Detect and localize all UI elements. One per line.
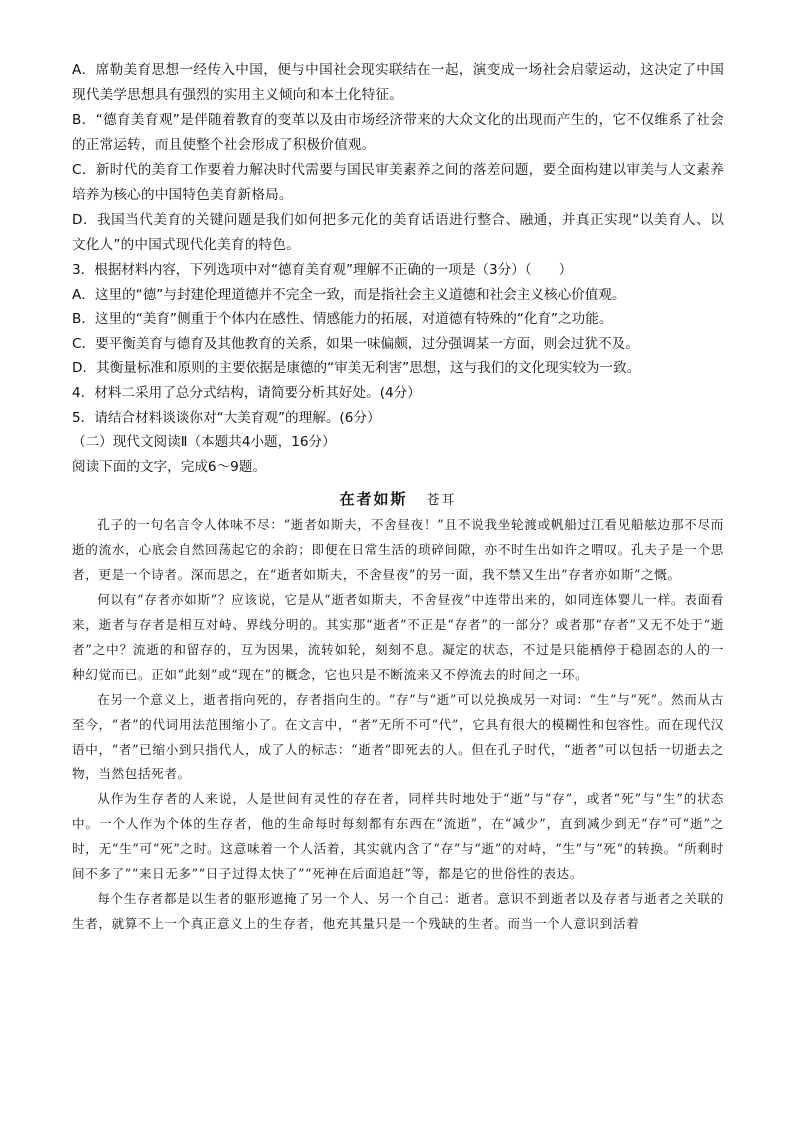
option-d: D．我国当代美育的关键问题是我们如何把多元化的美育话语进行整合、融通，并真正实现“以美育人、以文化人”的中国式现代化美育的特色。 <box>72 212 724 253</box>
article-body <box>72 513 724 936</box>
question-4: 4．材料二采用了总分式结构，请简要分析其好处。(4分） <box>72 384 421 401</box>
article-paragraph: 从作为生存者的人来说，人是世间有灵性的存在者，同样共时地处于“逝”与“存”，或者“死”与“生”的状态中。一个人作为个体的生存者，他的生命每时每刻都有东西在“流逝”，在“减少”，直到减少到无“存”可“逝”之时，无“生”可“死”之时。这意味着一个人活着，其实就内含了“存”与“逝”的对峙，“生”与“死”的转换。“所剩时间不多了”“来日无多”“日子过得太快了”“死神在后面追赶”等，都是它的世俗性的表达。 <box>72 791 724 882</box>
question-3-option-d: D．其衡量标准和原则的主要依据是康德的“审美无利害”思想，这与我们的文化现实较为一致。 <box>72 360 641 377</box>
article-paragraph: 孔子的一句名言令人体味不尽：“逝者如斯夫，不舍昼夜！”且不说我坐轮渡或帆船过江看见船舷边那不尽而逝的流水，心底会自然回荡起它的余韵；即便在日常生活的琐碎间隙，亦不时生出如许之喟叹。孔夫子是一个思者，更是一个诗者。深而思之，在“逝者如斯夫，不舍昼夜”的另一面，我不禁又生出“存者亦如斯”之慨。 <box>72 517 724 583</box>
article-paragraph: 何以有“存者亦如斯”？应该说，它是从“逝者如斯夫，不舍昼夜”中连带出来的，如同连体婴儿一样。表面看来，逝者与存者是相互对峙、界线分明的。其实那“逝者”不正是“存者”的一部分？或者那“存者”又无不处于“逝者”之中？流逝的和留存的，互为因果，流转如轮，刻刻不息。凝定的状态，不过是只能栖停于稳固态的人的一种幻觉而已。正如“此刻”或“现在”的概念，它也只是不断流来又不停流去的时间之一环。 <box>72 592 724 682</box>
article-paragraph: 在另一个意义上，逝者指向死的，存者指向生的。“存”与“逝”可以兑换成另一对词：“生”与“死”。然而从古至今，“者”的代词用法范围缩小了。在文言中，“者”无所不可“代”，它具有很大的模糊性和包容性。而在现代汉语中，“者”已缩小到只指代人，成了人的标志：“逝者”即死去的人。但在孔子时代，“逝者”可以包括一切逝去之物，当然包括死者。 <box>72 691 724 782</box>
question-3 <box>72 258 724 381</box>
article-header <box>72 485 724 513</box>
reading-instruction: 阅读下面的文字，完成6～9题。 <box>72 458 267 475</box>
question-5: 5．请结合材料谈谈你对“大美育观”的理解。(6分） <box>72 409 381 426</box>
section-heading: （二）现代文阅读Ⅱ（本题共4小题，16分） <box>72 434 336 451</box>
question-3-option-b: B．这里的“美育”侧重于个体内在感性、情感能力的拓展，对道德有特殊的“化育”之功能。 <box>72 311 613 328</box>
question-3-option-c: C．要平衡美育与德育及其他教育的关系，如果一味偏颇，过分强调某一方面，则会过犹不及。 <box>72 335 639 352</box>
option-c: C．新时代的美育工作要着力解决时代需要与国民审美素养之间的落差问题，要全面构建以审美与人文素养培养为核心的中国特色美育新格局。 <box>72 162 724 203</box>
question-2-options <box>72 58 724 258</box>
article-author: 苍耳 <box>426 493 457 509</box>
question-3-option-a: A．这里的“德”与封建伦理道德并不完全一致，而是指社会主义道德和社会主义核心价值观。 <box>72 286 626 303</box>
option-a: A．席勒美育思想一经传入中国，便与中国社会现实联结在一起，演变成一场社会启蒙运动，这决定了中国现代美学思想具有强烈的实用主义倾向和本土化特征。 <box>72 62 724 103</box>
article-paragraph: 每个生存者都是以生者的躯形遮掩了另一个人、另一个自己：逝者。意识不到逝者以及存者与逝者之关联的生者，就算不上一个真正意义上的生存者，他充其量只是一个残缺的生者。而当一个人意识到活着 <box>72 890 724 931</box>
article-title: 在者如斯 <box>339 490 408 509</box>
question-3-stem: 3．根据材料内容，下列选项中对“德育美育观”理解不正确的一项是（3分）（ ） <box>72 262 573 278</box>
option-b: B．“德育美育观”是伴随着教育的变革以及由市场经济带来的大众文化的出现而产生的，它不仅维系了社会的正常运转，而且使整个社会形成了积极价值观。 <box>72 112 724 153</box>
exam-page <box>72 58 724 937</box>
